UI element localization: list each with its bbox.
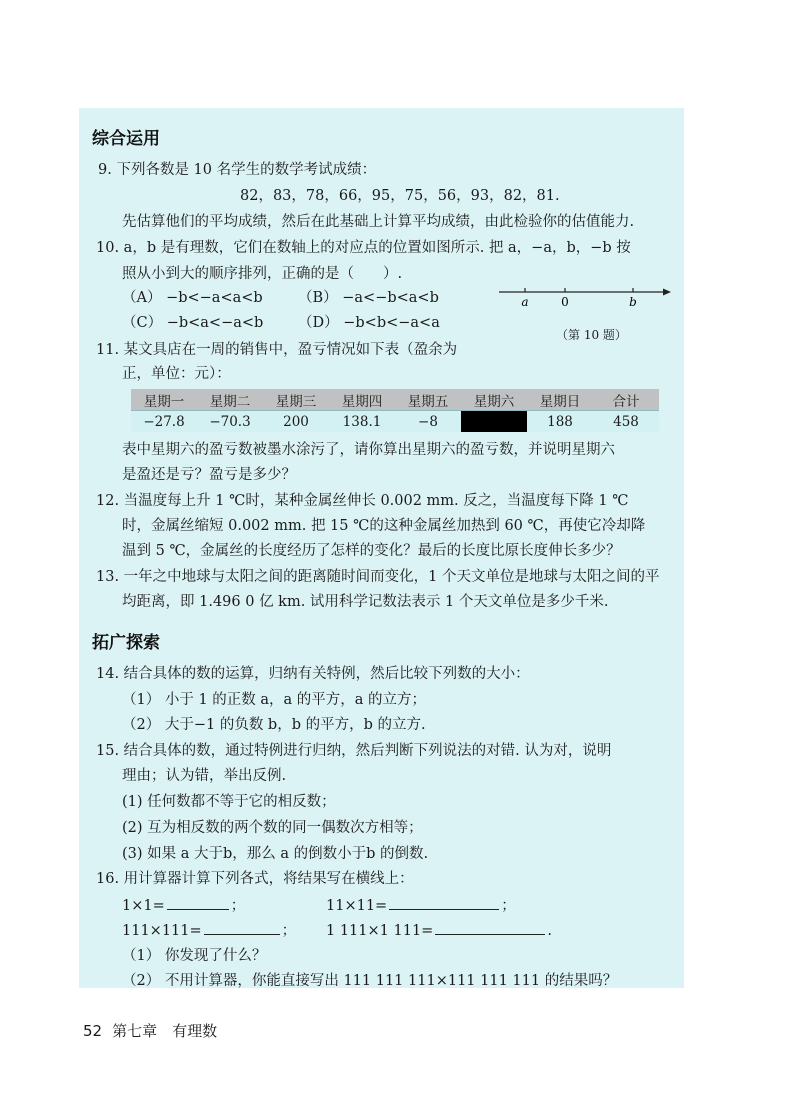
q14-item2: （2） 大于−1 的负数 b，b 的平方，b 的立方. (122, 717, 426, 733)
q9-scores: 82，83，78，66，95，75，56，93，82，81. (240, 188, 560, 204)
expr-1x1: 1×1= (122, 898, 165, 914)
q15-item3: (3) 如果 a 大于b，那么 a 的倒数小于b 的倒数. (122, 846, 429, 862)
label-zero: 0 (561, 295, 569, 309)
chapter-title: 第七章 有理数 (112, 1022, 218, 1040)
q10-option-b: （B） −a<−b<a<b (298, 290, 439, 306)
q16-item1: （1） 你发现了什么？ (122, 948, 267, 964)
q16-item2: （2） 不用计算器，你能直接写出 111 111 111×111 111 111 的结果吗？ (122, 973, 618, 989)
punct: ； (281, 923, 297, 939)
label-b: b (629, 295, 637, 309)
header-cell: 星期四 (329, 389, 395, 411)
expr-11x11: 11×11= (326, 898, 388, 914)
header-cell: 星期二 (197, 389, 263, 411)
value-cell: 188 (527, 411, 593, 433)
q13-line2: 均距离，即 1.496 0 亿 km. 试用科学记数法表示 1 个天文单位是多少千米. (122, 594, 609, 610)
q12-line2: 时，金属丝缩短 0.002 mm. 把 15 ℃的这种金属丝加热到 60 ℃，再使它冷却降 (122, 518, 646, 534)
q16-expr2 (326, 895, 516, 916)
number-line-figure (495, 278, 675, 318)
q10-figure-caption: （第 10 题） (556, 328, 627, 342)
expr-111x111: 111×111= (122, 923, 202, 939)
value-cell: 458 (593, 411, 659, 433)
q15-line2: 理由；认为错，举出反例. (122, 768, 287, 784)
q16-expr4 (326, 920, 552, 941)
section-heading-explore: 拓广探索 (92, 633, 160, 653)
answer-blank (389, 895, 499, 910)
number-line-arrow-icon (663, 289, 671, 296)
q9-task: 先估算他们的平均成绩，然后在此基础上计算平均成绩，由此检验你的估值能力. (122, 214, 635, 230)
q14-line1: 14. 结合具体的数的运算，归纳有关特例，然后比较下列数的大小： (96, 666, 530, 682)
punct: . (547, 923, 552, 939)
q12-line3: 温到 5 ℃，金属丝的长度经历了怎样的变化？最后的长度比原长度伸长多少？ (122, 543, 621, 559)
q10-option-a: （A） −b<−a<a<b (122, 290, 263, 306)
section-heading-comprehensive: 综合运用 (92, 129, 160, 149)
value-cell: −27.8 (131, 411, 197, 433)
q16-expr1 (122, 895, 245, 916)
q9-stem: 9. 下列各数是 10 名学生的数学考试成绩： (98, 162, 377, 178)
value-cell: 200 (263, 411, 329, 433)
value-cell: −70.3 (197, 411, 263, 433)
header-cell: 星期一 (131, 389, 197, 411)
q11-line2: 正，单位：元）： (122, 366, 231, 382)
expr-1111x1111: 1 111×1 111= (326, 923, 434, 939)
q10-option-d: （D） −b<b<−a<a (298, 315, 440, 331)
ink-smudged-cell (461, 411, 527, 433)
answer-blank (204, 920, 280, 935)
page-number: 52 (83, 1022, 103, 1040)
q10-line1: 10. a，b 是有理数，它们在数轴上的对应点的位置如图所示. 把 a，−a，b，−b 按 (96, 240, 631, 256)
q12-line1: 12. 当温度每上升 1 ℃时，某种金属丝伸长 0.002 mm. 反之，当温度每下降 1 ℃ (96, 493, 629, 509)
page-footer (83, 1020, 217, 1041)
sales-table-header-row (131, 389, 659, 411)
q15-item2: (2) 互为相反数的两个数的同一偶数次方相等； (122, 820, 423, 836)
q10-option-c: （C） −b<a<−a<b (122, 315, 264, 331)
punct: ； (230, 898, 246, 914)
q10-line2: 照从小到大的顺序排列，正确的是（ ）. (122, 266, 403, 282)
header-cell: 合计 (593, 389, 659, 411)
answer-blank (435, 920, 545, 935)
q14-item1: （1） 小于 1 的正数 a，a 的平方，a 的立方； (122, 692, 427, 708)
value-cell: −8 (395, 411, 461, 433)
punct: ； (501, 898, 516, 914)
q16-line1: 16. 用计算器计算下列各式，将结果写在横线上： (96, 871, 414, 887)
sales-table-value-row (131, 411, 659, 433)
q11-after1: 表中星期六的盈亏数被墨水涂污了，请你算出星期六的盈亏数，并说明星期六 (122, 442, 615, 458)
header-cell: 星期五 (395, 389, 461, 411)
header-cell: 星期六 (461, 389, 527, 411)
answer-blank (167, 895, 229, 910)
q16-expr3 (122, 920, 296, 941)
header-cell: 星期三 (263, 389, 329, 411)
q11-line1: 11. 某文具店在一周的销售中，盈亏情况如下表（盈余为 (96, 342, 458, 358)
q15-item1: (1) 任何数都不等于它的相反数； (122, 794, 336, 810)
q13-line1: 13. 一年之中地球与太阳之间的距离随时间而变化，1 个天文单位是地球与太阳之间的平 (96, 569, 660, 585)
sales-table (131, 389, 659, 432)
q11-after2: 是盈还是亏？盈亏是多少？ (122, 467, 296, 483)
q15-line1: 15. 结合具体的数，通过特例进行归纳，然后判断下列说法的对错. 认为对，说明 (96, 743, 612, 759)
value-cell: 138.1 (329, 411, 395, 433)
label-a: a (521, 295, 529, 309)
header-cell: 星期日 (527, 389, 593, 411)
